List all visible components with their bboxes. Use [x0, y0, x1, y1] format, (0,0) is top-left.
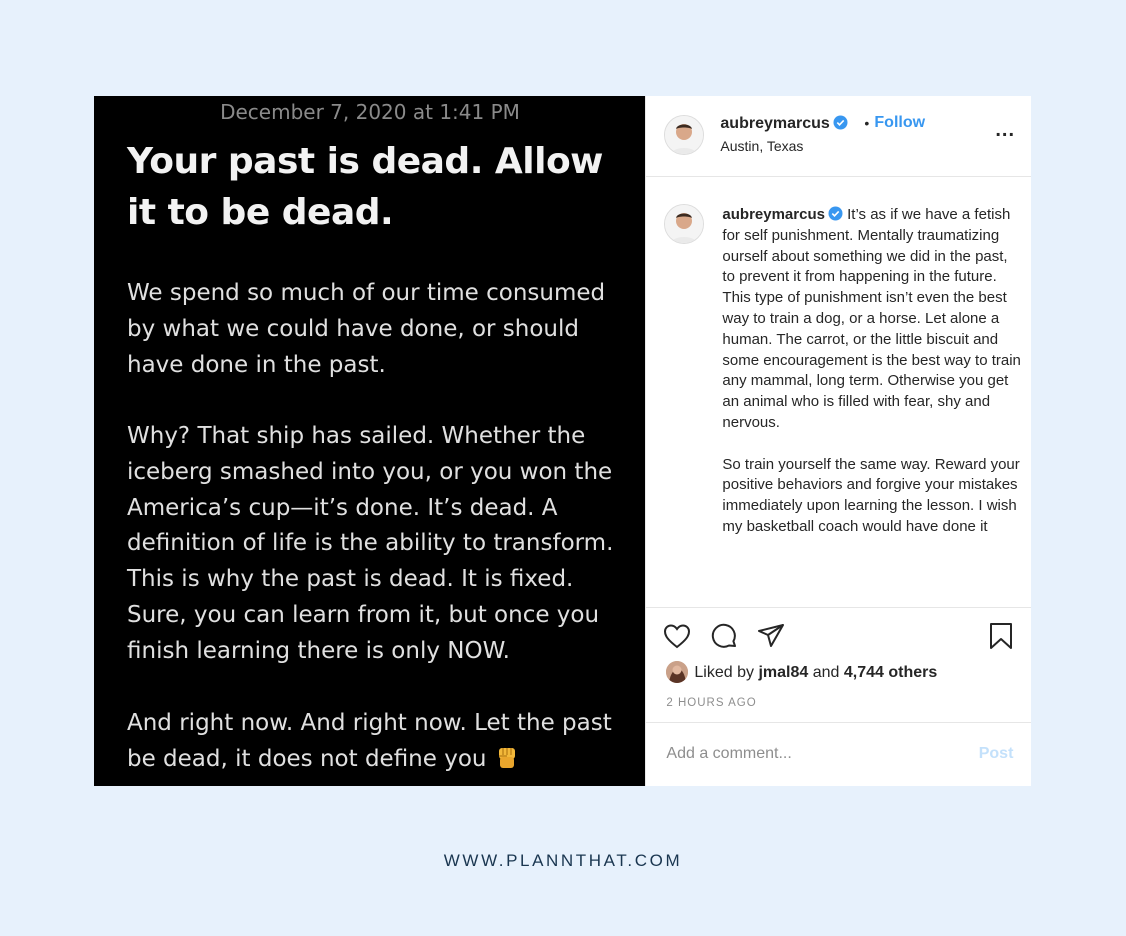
avatar[interactable]: [664, 204, 704, 244]
like-heart-icon[interactable]: [662, 621, 692, 651]
caption-username: aubreymarcus: [722, 206, 825, 223]
liked-by-user-link[interactable]: jmal84: [758, 664, 809, 681]
raised-fist-icon: [494, 744, 520, 770]
caption-area[interactable]: [646, 177, 1031, 607]
comment-icon[interactable]: [709, 621, 739, 651]
post-image[interactable]: [94, 96, 645, 786]
note-headline: Your past is dead. Allow it to be dead.: [127, 141, 603, 233]
note-date: December 7, 2020 at 1:41 PM: [220, 100, 520, 124]
caption-body-2: So train yourself the same way. Reward your positive behaviors and forgive your mistakes immediately upon learning the lesson. I wish my basketball coach would have done it: [722, 455, 1020, 535]
caption-body: It’s as if we have a fetish for self punishment. Mentally traumatizing ourself about something we did in the past, to prevent it from happening in the future. This type of punishment isn’t even the best way to train a dog, or a horse. Let alone a human. The carrot, or the little biscuit and some encouragement is the best way to train any mammal, long term. Otherwise you get an animal who is filled with fear, shy and nervous.: [722, 206, 1021, 431]
bookmark-icon[interactable]: [986, 621, 1016, 651]
verified-badge-icon: [833, 115, 848, 130]
post-timestamp[interactable]: 2 HOURS AGO: [666, 697, 757, 709]
note-paragraph-text: And right now. And right now. Let the past be dead, it does not define you: [127, 710, 612, 772]
comment-box: [646, 722, 1031, 787]
liked-by-and: and: [812, 664, 840, 681]
post-comment-button[interactable]: Post: [978, 745, 1014, 762]
avatar[interactable]: [664, 115, 704, 155]
verified-badge-icon: [828, 206, 843, 221]
separator-dot: •: [864, 115, 870, 131]
username-text: aubreymarcus: [720, 115, 830, 132]
username-link[interactable]: [720, 115, 847, 133]
others-link[interactable]: 4,744 others: [843, 664, 938, 681]
liker-avatar: [666, 661, 688, 683]
post-actions: [646, 607, 1031, 723]
liked-by-prefix: Liked by: [694, 664, 754, 681]
footer-url: WWW.PLANNTHAT.COM: [443, 851, 683, 870]
instagram-post: [94, 96, 1031, 786]
follow-button[interactable]: Follow: [874, 114, 926, 131]
note-paragraph: We spend so much of our time consumed by what we could have done, or should have done in the past.: [127, 280, 606, 378]
more-options-icon[interactable]: ...: [995, 119, 1015, 141]
location-link[interactable]: Austin, Texas: [720, 138, 804, 154]
post-side-panel: [645, 96, 1031, 786]
share-icon[interactable]: [756, 621, 786, 651]
likes-summary[interactable]: [666, 661, 937, 683]
comment-input[interactable]: Add a comment...: [666, 745, 792, 762]
caption-username-link[interactable]: [722, 206, 843, 223]
note-paragraph: Why? That ship has sailed. Whether the iceberg smashed into you, or you won the America’s cup—it’s done. It’s dead. A definition of life is the ability to transform. This is why the past is dead. It is fixed. Sure, you can learn from it, but once you finish learning there is only NOW.: [127, 423, 614, 664]
post-header: [646, 96, 1031, 177]
caption-text: [722, 205, 1022, 538]
note-paragraph-last: [127, 706, 627, 778]
